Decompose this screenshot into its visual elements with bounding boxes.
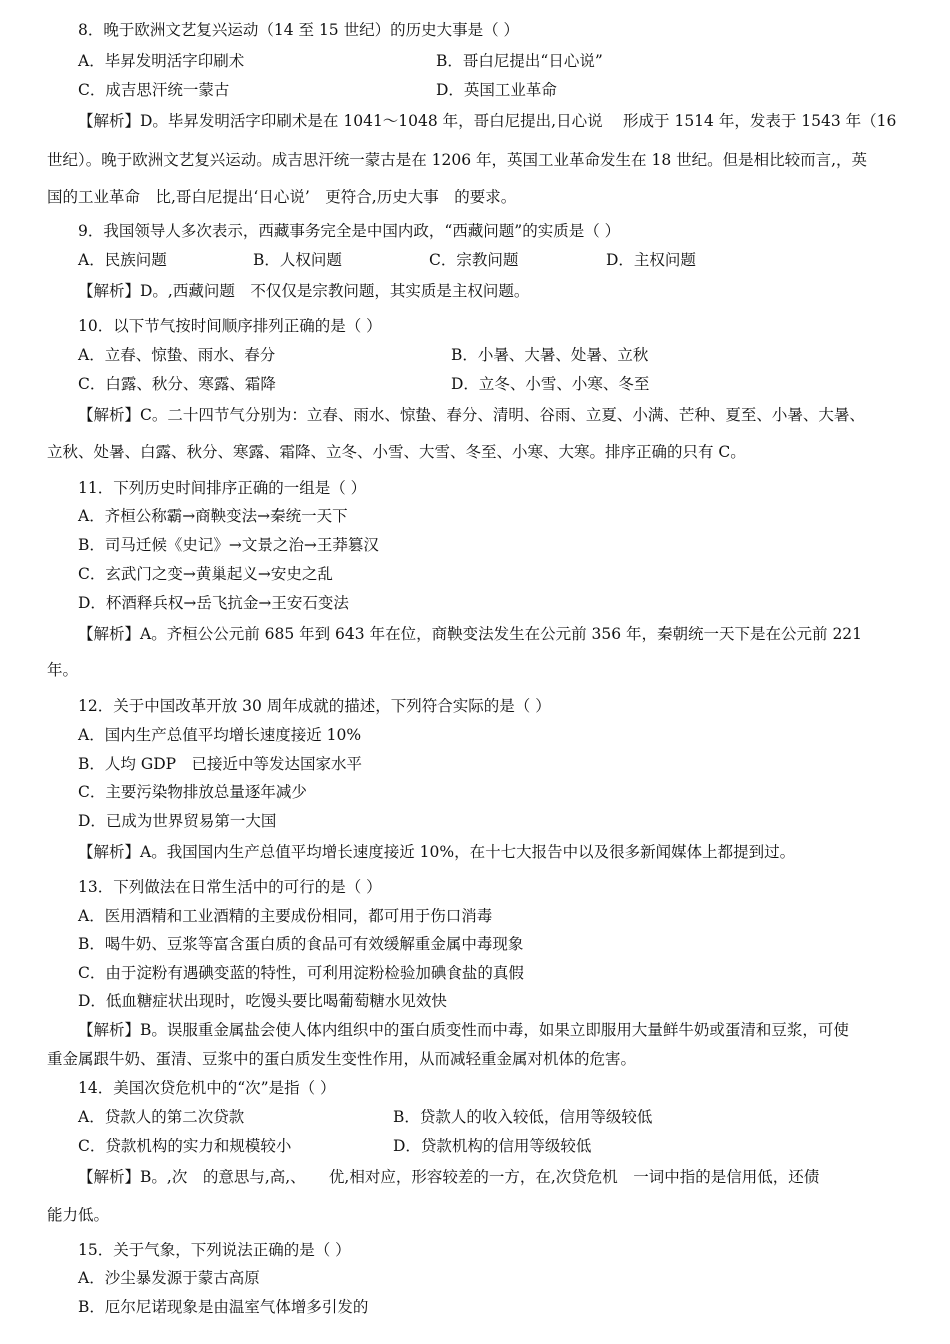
question-14-option-a: A．贷款人的第二次贷款 [78,1108,245,1126]
question-13-option-b: B．喝牛奶、豆浆等富含蛋白质的食品可有效缓解重金属中毒现象 [78,935,524,953]
question-14-option-c: C．贷款机构的实力和规模较小 [78,1137,292,1155]
question-13-option-c: C．由于淀粉有遇碘变蓝的特性，可利用淀粉检验加碘食盐的真假 [78,964,524,982]
question-8-option-a: A．毕昇发明活字印刷术 [78,52,245,70]
question-12-option-d: D．已成为世界贸易第一大国 [78,812,277,830]
question-15-stem: 15．关于气象，下列说法正确的是（ ） [78,1241,351,1259]
question-12-option-a: A．国内生产总值平均增长速度接近 10% [78,726,362,744]
question-15-option-b: B．厄尔尼诺现象是由温室气体增多引发的 [78,1298,369,1316]
question-14-stem: 14．美国次贷危机中的“次”是指（ ） [78,1079,336,1097]
question-12-analysis-line-1: 【解析】A。我国国内生产总值平均增长速度接近 10%，在十七大报告中以及很多新闻媒体上都提到过。 [78,843,796,861]
question-13-option-d: D．低血糖症状出现时，吃馒头要比喝葡萄糖水见效快 [78,992,447,1010]
question-9-stem: 9．我国领导人多次表示，西藏事务完全是中国内政，“西藏问题”的实质是（ ） [78,222,621,240]
question-11-analysis-line-2: 年。 [47,661,79,679]
question-8-option-b: B．哥白尼提出“日心说” [436,52,603,70]
question-14-analysis-line-2: 能力低。 [47,1206,110,1224]
question-14-option-d: D．贷款机构的信用等级较低 [393,1137,592,1155]
question-9-option-b: B．人权问题 [253,251,342,269]
question-8-analysis-line-1: 【解析】D。毕昇发明活字印刷术是在 1041～1048 年，哥白尼提出,日心说 形成于 1514 年，发表于 1543 年（16 [78,112,897,130]
question-8-analysis-line-3: 国的工业革命 比,哥白尼提出‘日心说’ 更符合,历史大事 的要求。 [47,188,517,206]
question-12-option-b: B．人均 GDP 已接近中等发达国家水平 [78,755,363,773]
question-8-option-d: D．英国工业革命 [436,81,557,99]
question-8-analysis-line-2: 世纪）。晚于欧洲文艺复兴运动。成吉思汗统一蒙古是在 1206 年，英国工业革命发生在 18 世纪。但是相比较而言,，英 [47,151,868,169]
question-13-option-a: A．医用酒精和工业酒精的主要成份相同，都可用于伤口消毒 [78,907,493,925]
question-10-option-c: C．白露、秋分、寒露、霜降 [78,375,276,393]
question-11-analysis-line-1: 【解析】A。齐桓公公元前 685 年到 643 年在位，商鞅变法发生在公元前 356 年，秦朝统一天下是在公元前 221 [78,625,863,643]
question-11-option-c: C．玄武门之变→黄巢起义→安史之乱 [78,565,333,583]
question-9-analysis-line-1: 【解析】D。,西藏问题 不仅仅是宗教问题，其实质是主权问题。 [78,282,530,300]
question-10-analysis-line-1: 【解析】C。二十四节气分别为：立春、雨水、惊蛰、春分、清明、谷雨、立夏、小满、芒种、夏至、小暑、大暑、 [78,406,865,424]
question-8-stem: 8．晚于欧洲文艺复兴运动（14 至 15 世纪）的历史大事是（ ） [78,21,520,39]
question-13-analysis-line-2: 重金属跟牛奶、蛋清、豆浆中的蛋白质发生变性作用，从而减轻重金属对机体的危害。 [47,1050,637,1068]
question-10-option-d: D．立冬、小雪、小寒、冬至 [451,375,650,393]
question-11-stem: 11．下列历史时间排序正确的一组是（ ） [78,479,367,497]
question-9-option-a: A．民族问题 [78,251,167,269]
question-11-option-b: B．司马迁候《史记》→文景之治→王莽篡汉 [78,536,379,554]
question-11-option-d: D．杯酒释兵权→岳飞抗金→王安石变法 [78,594,349,612]
question-9-option-d: D．主权问题 [606,251,696,269]
question-9-option-c: C．宗教问题 [429,251,519,269]
question-12-stem: 12．关于中国改革开放 30 周年成就的描述，下列符合实际的是（ ） [78,697,551,715]
question-14-analysis-line-1: 【解析】B。,次 的意思与,高,、 优,相对应，形容较差的一方，在,次贷危机 一词中指的是信用低，还债 [78,1168,820,1186]
question-10-option-b: B．小暑、大暑、处暑、立秋 [451,346,649,364]
question-11-option-a: A．齐桓公称霸→商鞅变法→秦统一天下 [78,507,348,525]
question-12-option-c: C．主要污染物排放总量逐年减少 [78,783,307,801]
question-14-option-b: B．贷款人的收入较低，信用等级较低 [393,1108,653,1126]
question-13-analysis-line-1: 【解析】B。误服重金属盐会使人体内组织中的蛋白质变性而中毒，如果立即服用大量鲜牛奶或蛋清和豆浆，可使 [78,1021,849,1039]
question-10-analysis-line-2: 立秋、处暑、白露、秋分、寒露、霜降、立冬、小雪、大雪、冬至、小寒、大寒。排序正确的只有 C。 [47,443,746,461]
question-13-stem: 13．下列做法在日常生活中的可行的是（ ） [78,878,382,896]
question-8-option-c: C．成吉思汗统一蒙古 [78,81,230,99]
question-10-stem: 10．以下节气按时间顺序排列正确的是（ ） [78,317,382,335]
question-10-option-a: A．立春、惊蛰、雨水、春分 [78,346,276,364]
question-15-option-a: A．沙尘暴发源于蒙古高原 [78,1269,260,1287]
